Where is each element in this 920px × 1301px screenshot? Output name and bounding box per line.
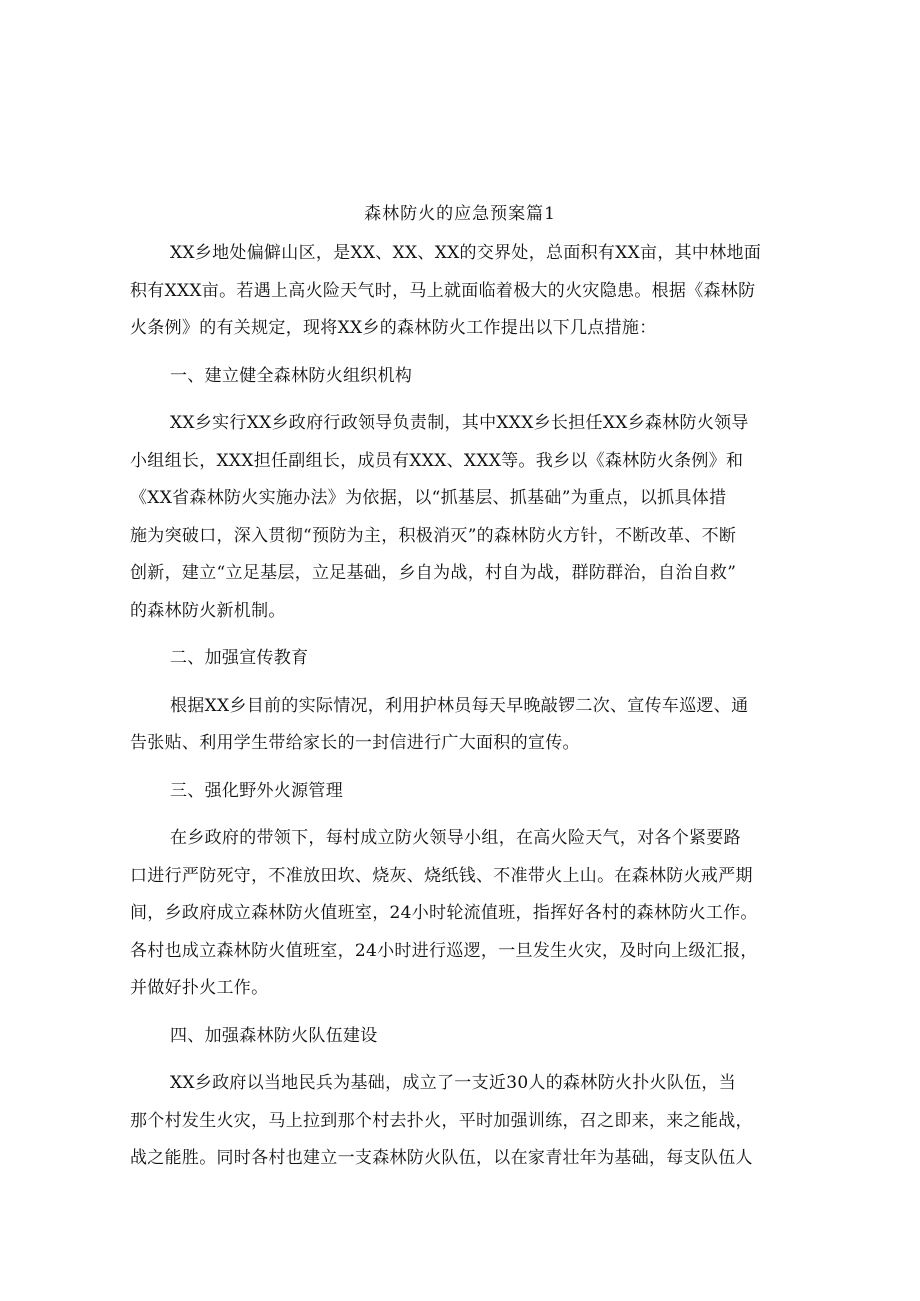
paragraph xyxy=(0,688,920,763)
paragraph-line: 战之能胜。同时各村也建立一支森林防火队伍，以在家青壮年为基础，每支队伍人 xyxy=(130,1148,753,1168)
paragraph xyxy=(0,405,920,630)
paragraph-line: 积有XXX亩。若遇上高火险天气时，马上就面临着极大的火灾隐患。根据《森林防 xyxy=(130,280,756,301)
paragraph-line: 的森林防火新机制。 xyxy=(130,600,286,621)
paragraph-line: 各村也成立森林防火值班室，24小时进行巡逻，一旦发生火灾，及时向上级汇报， xyxy=(130,940,758,961)
paragraph-line: XX乡实行XX乡政府行政领导负责制，其中XXX乡长担任XX乡森林防火领导 xyxy=(170,413,749,433)
paragraph-line: XX乡政府以当地民兵为基础，成立了一支近30人的森林防火扑火队伍，当 xyxy=(170,1073,737,1093)
paragraph xyxy=(0,820,920,1008)
paragraph-line: 《XX省森林防火实施办法》为依据，以“抓基层、抓基础”为重点，以抓具体措 xyxy=(130,488,727,508)
paragraph-line: 创新，建立“立足基层，立足基础，乡自为战，村自为战，群防群治，自治自救” xyxy=(130,563,737,583)
section-heading: 四、加强森林防火队伍建设 xyxy=(170,1025,378,1046)
paragraph-line: XX乡地处偏僻山区，是XX、XX、XX的交界处，总面积有XX亩，其中林地面 xyxy=(170,243,762,263)
document-body xyxy=(0,235,920,1188)
paragraph-line: 在乡政府的带领下，每村成立防火领导小组，在高火险天气，对各个紧要路 xyxy=(170,828,741,848)
paragraph-line: 火条例》的有关规定，现将XX乡的森林防火工作提出以下几点措施： xyxy=(130,318,657,338)
paragraph-line: 告张贴、利用学生带给家长的一封信进行广大面积的宣传。 xyxy=(130,733,580,753)
document-title: 森林防火的应急预案篇1 xyxy=(364,204,556,224)
paragraph-line: 口进行严防死守，不准放田坎、烧灰、烧纸钱、不准带火上山。在森林防火戒严期 xyxy=(130,865,753,886)
paragraph-line: 施为突破口，深入贯彻“预防为主，积极消灭”的森林防火方针，不断改革、不断 xyxy=(130,525,737,546)
paragraph-line: 小组组长，XXX担任副组长，成员有XXX、XXX等。我乡以《森林防火条例》和 xyxy=(130,450,744,471)
paragraph xyxy=(0,235,920,348)
section-heading: 一、建立健全森林防火组织机构 xyxy=(170,365,413,386)
section-heading: 三、强化野外火源管理 xyxy=(170,780,343,801)
paragraph xyxy=(0,1065,920,1178)
paragraph-line: 间，乡政府成立森林防火值班室，24小时轮流值班，指挥好各村的森林防火工作。 xyxy=(130,903,758,923)
section-heading: 二、加强宣传教育 xyxy=(170,648,309,668)
paragraph-line: 那个村发生火灾，马上拉到那个村去扑火，平时加强训练，召之即来，来之能战， xyxy=(130,1110,753,1131)
paragraph-line: 根据XX乡目前的实际情况，利用护林员每天早晚敲锣二次、宣传车巡逻、通 xyxy=(170,695,749,716)
paragraph-line: 并做好扑火工作。 xyxy=(130,978,269,998)
